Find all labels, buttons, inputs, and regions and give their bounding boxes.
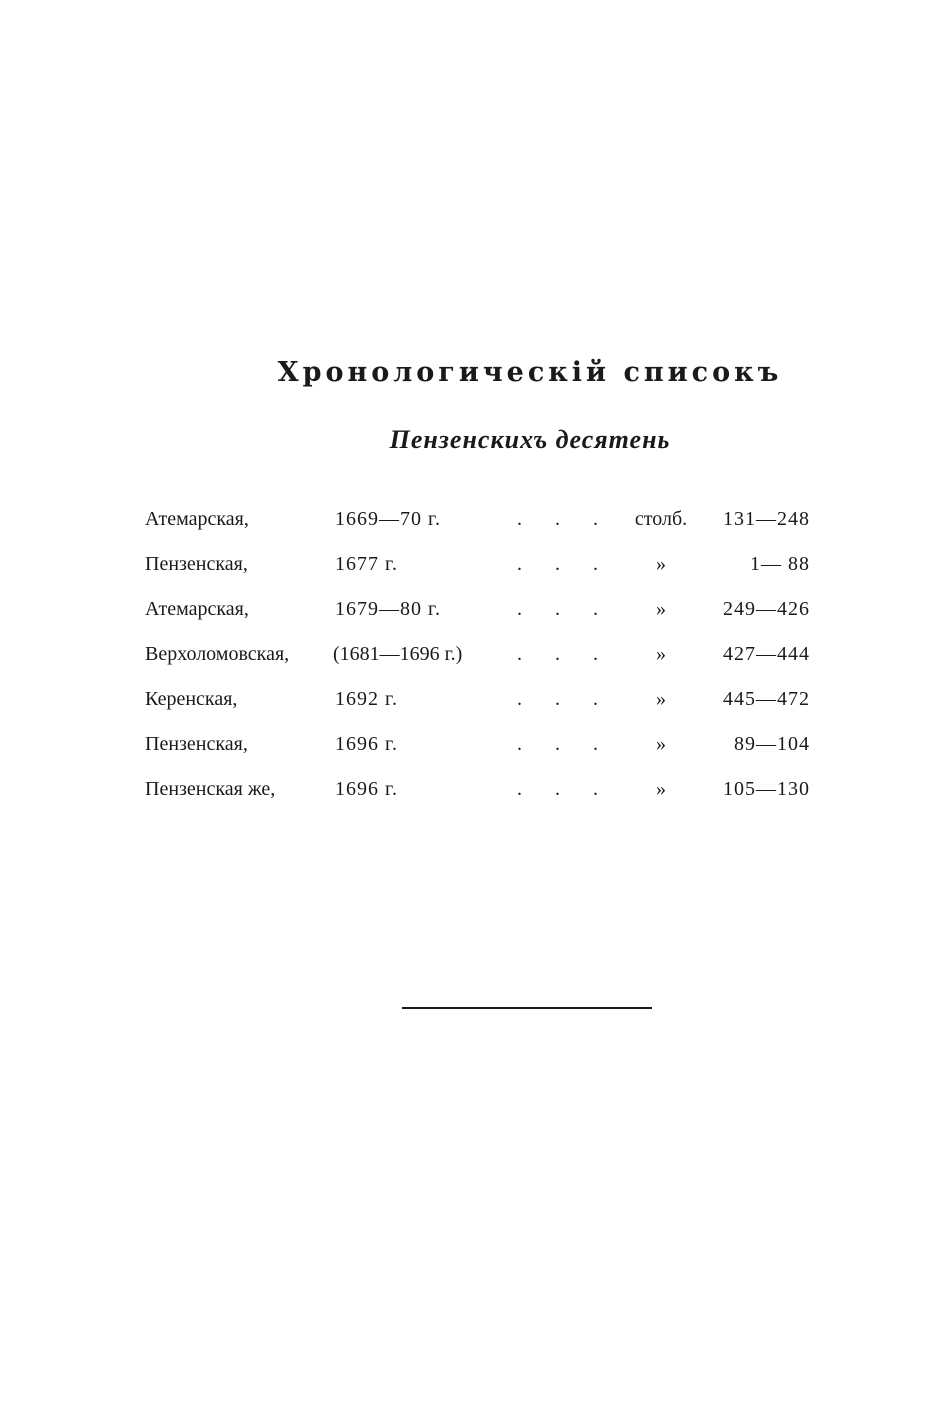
entry-unit: » xyxy=(656,553,666,575)
entry-unit: » xyxy=(656,598,666,620)
entry-leader-dots: . . . xyxy=(517,733,612,755)
entry-unit: » xyxy=(656,688,666,710)
entry-name: Пензенская, xyxy=(145,733,248,755)
list-item xyxy=(145,508,825,553)
entry-pages: 427—444 xyxy=(723,643,810,665)
entry-date: 1679—80 г. xyxy=(335,598,441,620)
entry-pages: 89—104 xyxy=(734,733,810,755)
entry-name: Атемарская, xyxy=(145,598,249,620)
list-item xyxy=(145,778,825,823)
list-item xyxy=(145,553,825,598)
entry-pages: 131—248 xyxy=(723,508,810,530)
page-subtitle: Пензенскихъ десятень xyxy=(389,425,671,454)
entry-date: 1677 г. xyxy=(335,553,398,575)
entry-name: Пензенская же, xyxy=(145,778,276,800)
entry-leader-dots: . . . xyxy=(517,688,612,710)
list-item xyxy=(145,688,825,733)
entry-leader-dots: . . . xyxy=(517,643,612,665)
entry-unit: » xyxy=(656,733,666,755)
entry-leader-dots: . . . xyxy=(517,778,612,800)
entry-pages: 105—130 xyxy=(723,778,810,800)
entry-pages: 445—472 xyxy=(723,688,810,710)
entry-date: 1696 г. xyxy=(335,733,398,755)
entry-name: Керенская, xyxy=(145,688,238,710)
chronological-list xyxy=(145,508,825,823)
entry-pages: 249—426 xyxy=(723,598,810,620)
entry-unit: » xyxy=(656,778,666,800)
entry-name: Верхоломовская, xyxy=(145,643,290,665)
entry-leader-dots: . . . xyxy=(517,553,612,575)
entry-pages: 1— 88 xyxy=(750,553,810,575)
entry-date: 1692 г. xyxy=(335,688,398,710)
list-item xyxy=(145,643,825,688)
list-item xyxy=(145,598,825,643)
entry-date: (1681—1696 г.) xyxy=(333,643,463,665)
entry-name: Пензенская, xyxy=(145,553,248,575)
entry-name: Атемарская, xyxy=(145,508,249,530)
entry-unit: столб. xyxy=(634,508,688,530)
entry-leader-dots: . . . xyxy=(517,598,612,620)
closing-rule xyxy=(402,1007,652,1009)
entry-unit: » xyxy=(656,643,666,665)
list-item xyxy=(145,733,825,778)
page-title: Хронологическій списокъ xyxy=(277,357,783,388)
entry-date: 1696 г. xyxy=(335,778,398,800)
entry-date: 1669—70 г. xyxy=(335,508,441,530)
entry-leader-dots: . . . xyxy=(517,508,612,530)
